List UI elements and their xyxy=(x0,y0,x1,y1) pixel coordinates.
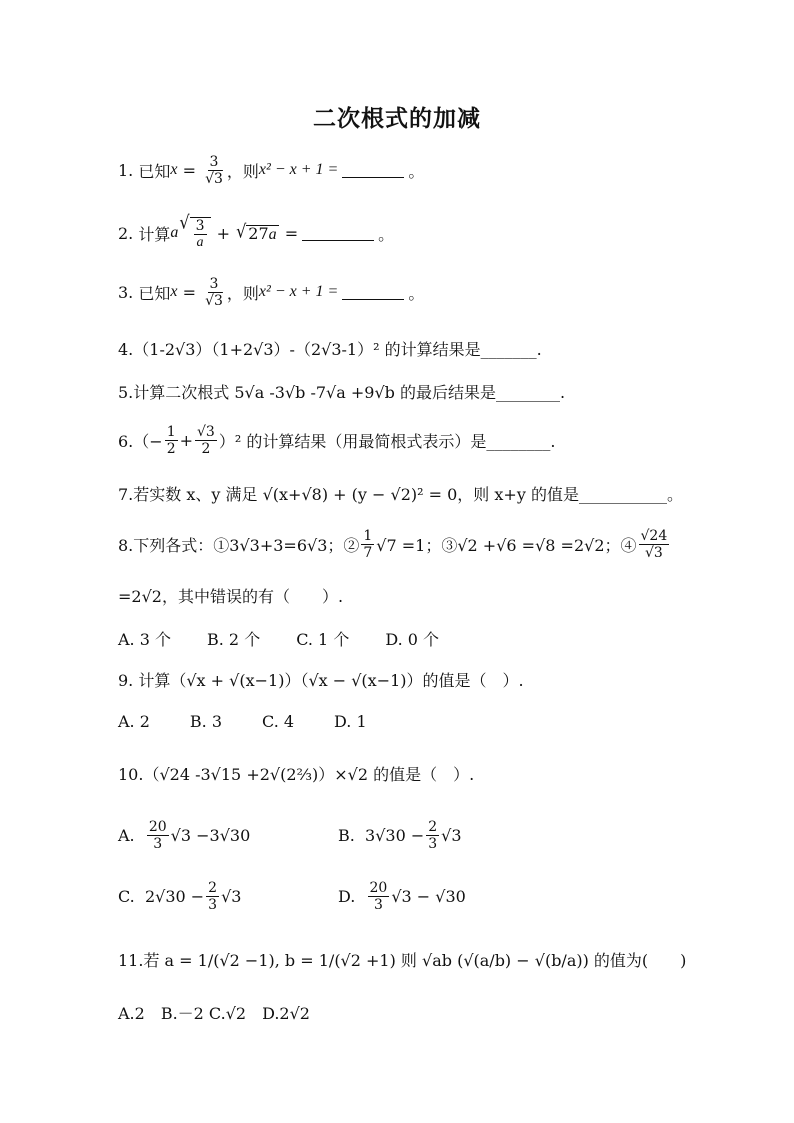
question-10-options-row2 xyxy=(118,876,704,916)
q6-pre: 6.（− xyxy=(118,431,163,451)
question-4: 4.（1-2√3）（1+2√3）-（2√3-1）² 的计算结果是_______. xyxy=(118,339,542,359)
q10-option-a[interactable]: A. $\frac{20}{3}$ √3 −3√30 xyxy=(118,818,251,852)
question-3: 3. 已知 x = $\frac{3}{√3}$ ，则 x² − x + 1 = 。 xyxy=(118,275,425,309)
q1-end: 。 xyxy=(408,161,425,181)
question-6: 6.（− $\frac{1}{2}$ + $\frac{√3}{2}$ ）² 的计算结果（用最简根式表示）是________. xyxy=(118,423,556,457)
question-8-options xyxy=(118,626,704,650)
q9-option-c[interactable]: C. 4 xyxy=(262,711,295,731)
q9-option-a[interactable]: A. 2 xyxy=(118,711,150,731)
q8-part1: 8.下列各式：①3√3+3=6√3；② xyxy=(118,535,360,555)
q3-expression: x² − x + 1 = xyxy=(258,283,339,300)
question-2: 2. 计算 a √ $\frac{3}{a}$ + √ 27a = 。 xyxy=(118,210,395,250)
q6-post: ）² 的计算结果（用最简根式表示）是________. xyxy=(218,431,556,451)
q2-answer-blank[interactable] xyxy=(302,226,374,241)
q1-answer-blank[interactable] xyxy=(342,163,404,178)
q10-option-d-label: D. xyxy=(338,886,356,906)
q3-answer-blank[interactable] xyxy=(342,285,404,300)
q10-option-c-label: C. xyxy=(118,886,135,906)
page-title: 二次根式的加减 xyxy=(313,105,481,132)
q10-option-a-label: A. xyxy=(118,825,135,845)
q1-pre: 已知 xyxy=(138,161,171,181)
q8-option-d[interactable]: D. 0 个 xyxy=(385,629,440,649)
q3-mid: ，则 xyxy=(226,283,259,303)
q3-end: 。 xyxy=(408,283,425,303)
question-10-options-row1 xyxy=(118,815,704,855)
q10-option-d[interactable]: D. $\frac{20}{3}$ √3 − √30 xyxy=(338,879,466,913)
question-5: 5.计算二次根式 5√a -3√b -7√a +9√b 的最后结果是________. xyxy=(118,382,566,402)
question-9: 9. 计算（√x + √(x−1)）（√x − √(x−1)）的值是（ ）. xyxy=(118,670,524,690)
q3-number: 3. xyxy=(118,282,134,302)
question-7: 7.若实数 x、y 满足 √(x+√8) + (y − √2)² = 0，则 x+y 的值是___________。 xyxy=(118,484,683,504)
q1-expression: x² − x + 1 = xyxy=(258,161,339,178)
q2-pre: 计算 xyxy=(138,224,171,244)
question-1: 1. 已知 x = $\frac{3}{√3}$ ，则 x² − x + 1 = 。 xyxy=(118,153,425,187)
q9-option-d[interactable]: D. 1 xyxy=(334,711,367,731)
q8-option-c[interactable]: C. 1 个 xyxy=(296,629,350,649)
q3-pre: 已知 xyxy=(138,283,171,303)
q1-fraction: $\frac{3}{√3}$ xyxy=(205,153,223,187)
question-9-options xyxy=(118,709,704,733)
q10-option-c[interactable]: C. 2√30 − $\frac{2}{3}$ √3 xyxy=(118,879,242,913)
q2-number: 2. xyxy=(118,223,134,243)
question-8-line1: 8.下列各式：①3√3+3=6√3；② $\frac{1}{7}$ √7 =1；③√2 +√6 =√8 =2√2；④ $\frac{√24}{√3}$ xyxy=(118,527,668,561)
question-11: 11.若 a = 1/(√2 −1), b = 1/(√2 +1) 则 √ab (√(a/b) − √(b/a)) 的值为( ) xyxy=(118,950,687,970)
q1-number: 1. xyxy=(118,160,134,180)
q8-option-a[interactable]: A. 3 个 xyxy=(118,629,171,649)
question-8-line2: =2√2，其中错误的有（ ）. xyxy=(118,586,344,606)
q9-option-b[interactable]: B. 3 xyxy=(189,711,223,731)
q8-part2: √7 =1；③√2 +√6 =√8 =2√2；④ xyxy=(376,535,637,555)
q10-option-b[interactable]: B. 3√30 − $\frac{2}{3}$ √3 xyxy=(338,818,462,852)
question-11-options: A.2 B.－2 C.√2 D.2√2 xyxy=(118,1003,310,1023)
question-10: 10.（√24 -3√15 +2√(2⅔)）×√2 的值是（ ）. xyxy=(118,764,475,784)
q2-end: 。 xyxy=(378,224,395,244)
q1-mid: ，则 xyxy=(226,161,259,181)
q10-option-b-label: B. xyxy=(338,825,355,845)
q8-option-b[interactable]: B. 2 个 xyxy=(207,629,261,649)
